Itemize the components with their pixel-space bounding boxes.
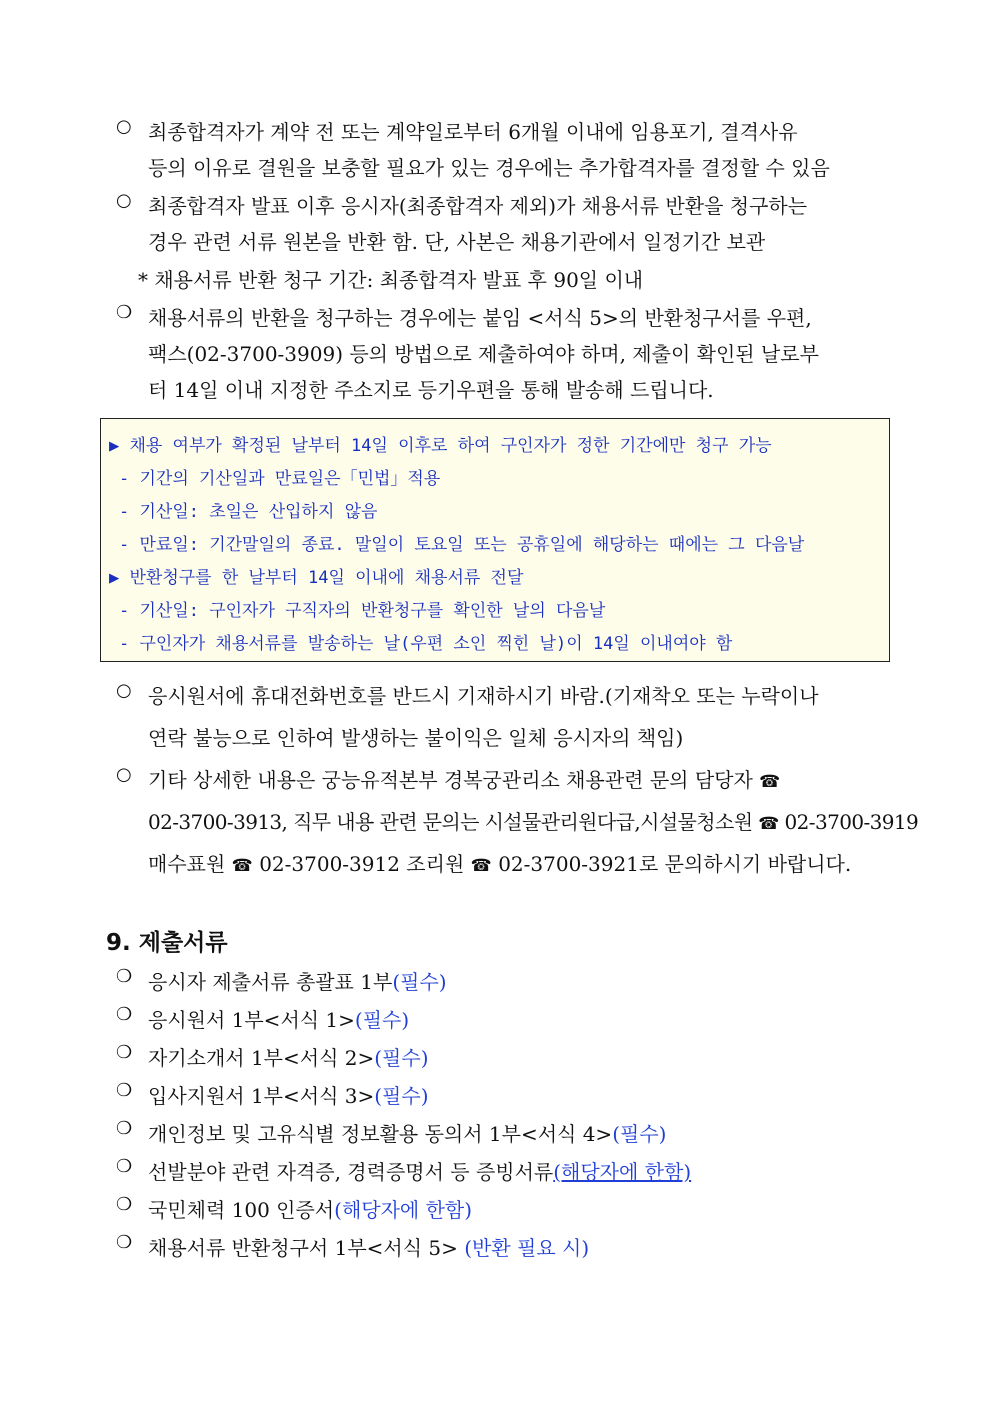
phone-icon: ☎	[759, 772, 781, 792]
hollow-square-bullet-icon: ❍	[116, 1156, 133, 1177]
list-item	[116, 1080, 896, 1109]
text-line: 연락 불능으로 인하여 발생하는 불이익은 일체 응시자의 책임)	[148, 726, 684, 750]
item-tag: (필수)	[374, 1046, 429, 1070]
text-line: 최종합격자 발표 이후 응시자(최종합격자 제외)가 채용서류 반환을 청구하는	[148, 194, 808, 218]
text-line: 팩스(02-3700-3909) 등의 방법으로 제출하여야 하며, 제출이 확인된 날로부	[148, 342, 819, 366]
return-period-note: * 채용서류 반환 청구 기간: 최종합격자 발표 후 90일 이내	[138, 268, 644, 292]
item-tag: (반환 필요 시)	[464, 1236, 590, 1260]
list-item	[116, 302, 896, 403]
list-item	[116, 190, 896, 255]
box-line: ▶ 반환청구를 한 날부터 14일 이내에 채용서류 전달	[109, 568, 524, 588]
circle-bullet-icon: ○	[116, 190, 132, 211]
list-item	[116, 1232, 896, 1261]
hollow-square-bullet-icon: ❍	[116, 1118, 133, 1139]
list-item	[116, 1042, 896, 1071]
item-tag: (해당자에 한함)	[553, 1160, 692, 1184]
item-tag: (필수)	[374, 1084, 429, 1108]
item-tag: (필수)	[612, 1122, 667, 1146]
item-text: 입사지원서 1부<서식 3>	[148, 1084, 375, 1108]
text-line: 채용서류의 반환을 청구하는 경우에는 붙임 <서식 5>의 반환청구서를 우편,	[148, 306, 812, 330]
item-tag: (해당자에 한함)	[334, 1198, 473, 1222]
item-text: 국민체력 100 인증서	[148, 1198, 335, 1222]
list-item	[116, 1194, 896, 1223]
hollow-square-bullet-icon: ❍	[116, 1004, 133, 1025]
hollow-square-bullet-icon: ❍	[116, 302, 133, 323]
hollow-square-bullet-icon: ❍	[116, 1042, 133, 1063]
circle-bullet-icon: ○	[116, 764, 132, 785]
text-line: 기타 상세한 내용은 궁능유적본부 경복궁관리소 채용관련 문의 담당자	[148, 768, 753, 792]
section-heading: 9. 제출서류	[106, 930, 228, 956]
hollow-square-bullet-icon: ❍	[116, 1232, 133, 1253]
phone-icon: ☎	[231, 856, 253, 876]
list-item	[116, 764, 919, 877]
text-line: 최종합격자가 계약 전 또는 계약일로부터 6개월 이내에 임용포기, 결격사유	[148, 120, 798, 144]
box-line: ▶ 채용 여부가 확정된 날부터 14일 이후로 하여 구인자가 정한 기간에만 청구 가능	[109, 436, 772, 456]
box-line: - 만료일: 기간말일의 종료. 말일이 토요일 또는 공휴일에 해당하는 때에는 그 다음날	[119, 535, 805, 555]
box-line: - 기간의 기산일과 만료일은「민법」적용	[119, 469, 441, 489]
phone-number: 02-3700-3919	[784, 810, 919, 834]
text-line: 매수표원	[148, 852, 226, 876]
return-info-box	[100, 418, 890, 662]
list-item	[116, 1004, 896, 1033]
hollow-square-bullet-icon: ❍	[116, 1080, 133, 1101]
box-line: - 구인자가 채용서류를 발송하는 날(우편 소인 찍힌 날)이 14일 이내여야 함	[119, 634, 733, 654]
item-text: 응시자 제출서류 총괄표 1부	[148, 970, 393, 994]
item-text: 채용서류 반환청구서 1부<서식 5>	[148, 1236, 465, 1260]
box-line: - 기산일: 초일은 산입하지 않음	[119, 502, 378, 522]
item-text: 개인정보 및 고유식별 정보활용 동의서 1부<서식 4>	[148, 1122, 613, 1146]
item-tag: (필수)	[354, 1008, 410, 1032]
list-item	[116, 966, 896, 995]
circle-bullet-icon: ○	[116, 116, 132, 137]
circle-bullet-icon: ○	[116, 680, 132, 701]
item-text: 응시원서 1부<서식 1>	[148, 1008, 355, 1032]
phone-icon: ☎	[470, 856, 492, 876]
hollow-square-bullet-icon: ❍	[116, 966, 133, 987]
item-text: 선발분야 관련 자격증, 경력증명서 등 증빙서류	[148, 1160, 554, 1184]
text-line: 02-3700-3921로 문의하시기 바랍니다.	[498, 852, 852, 876]
list-item	[116, 680, 896, 751]
list-item	[116, 1118, 896, 1147]
text-line: 터 14일 이내 지정한 주소지로 등기우편을 통해 발송해 드립니다.	[148, 378, 714, 402]
phone-icon: ☎	[758, 814, 779, 834]
text-line: 02-3700-3913, 직무 내용 관련 문의는 시설물관리원다급,시설물청소원	[148, 810, 753, 834]
box-line: - 기산일: 구인자가 구직자의 반환청구를 확인한 날의 다음날	[119, 601, 606, 621]
text-line: 경우 관련 서류 원본을 반환 함. 단, 사본은 채용기관에서 일정기간 보관	[148, 230, 766, 254]
item-tag: (필수)	[392, 970, 447, 994]
text-line: 02-3700-3912 조리원	[259, 852, 465, 876]
list-item	[116, 116, 896, 181]
list-item	[116, 1156, 896, 1185]
text-line: 응시원서에 휴대전화번호를 반드시 기재하시기 바람.(기재착오 또는 누락이나	[148, 684, 819, 708]
item-text: 자기소개서 1부<서식 2>	[148, 1046, 375, 1070]
hollow-square-bullet-icon: ❍	[116, 1194, 133, 1215]
text-line: 등의 이유로 결원을 보충할 필요가 있는 경우에는 추가합격자를 결정할 수 있음	[148, 156, 830, 180]
